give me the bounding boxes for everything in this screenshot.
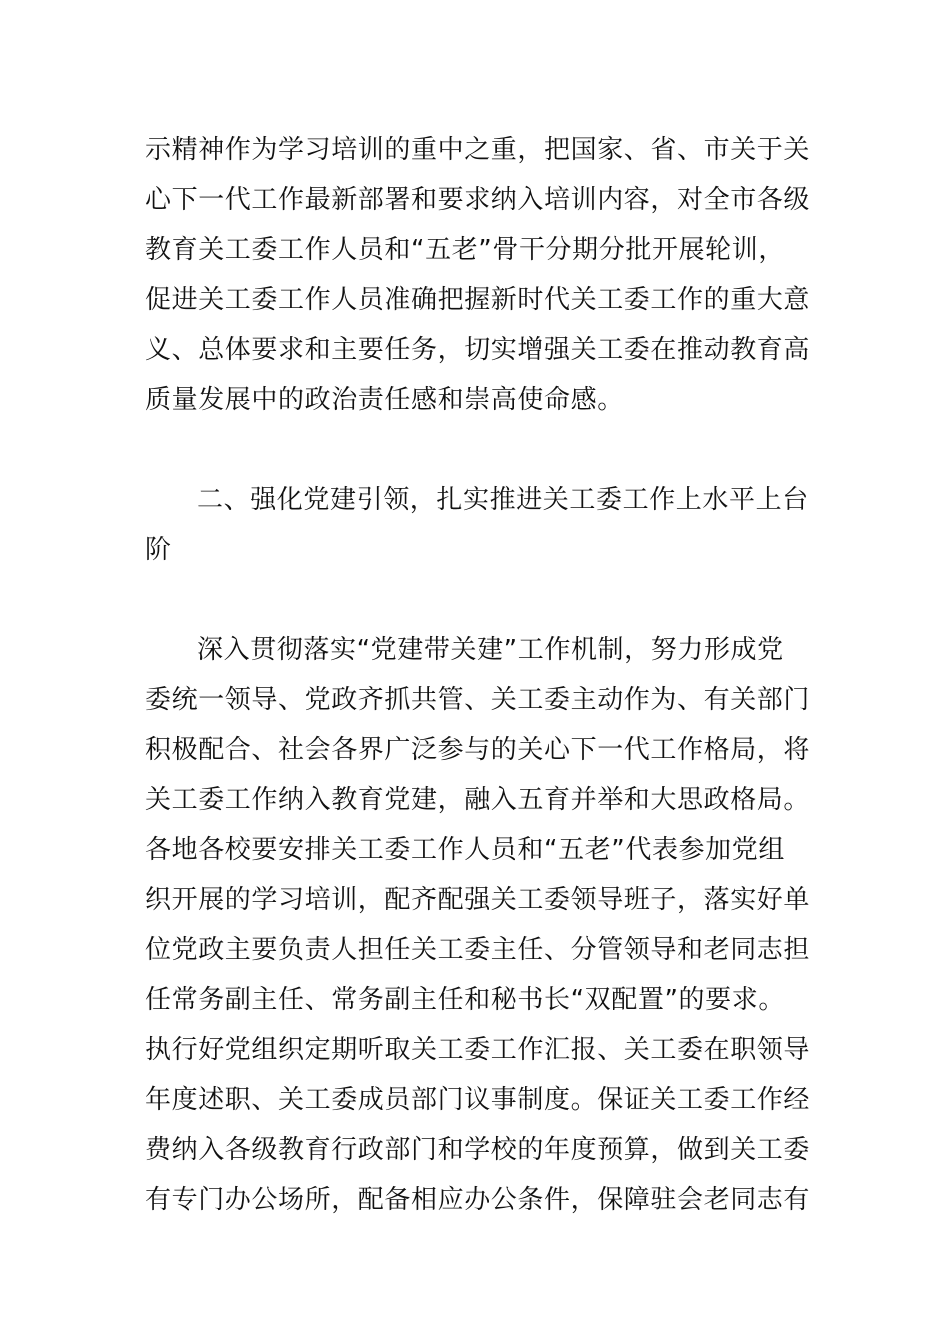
paragraph-1-line-4: 促进关工委工作人员准确把握新时代关工委工作的重大意 [145,285,811,315]
paragraph-2-line-1: 深入贯彻落实“党建带关建”工作机制，努力形成党 [197,635,784,665]
paragraph-2-line-4: 关工委工作纳入教育党建，融入五育并举和大思政格局。 [145,785,811,815]
paragraph-2-line-6: 织开展的学习培训，配齐配强关工委领导班子，落实好单 [145,885,811,915]
paragraph-2-line-3: 积极配合、社会各界广泛参与的关心下一代工作格局，将 [145,735,811,765]
paragraph-1-line-1: 示精神作为学习培训的重中之重，把国家、省、市关于关 [145,135,811,165]
section-heading-line-2: 阶 [145,535,172,565]
paragraph-1-line-3: 教育关工委工作人员和“五老”骨干分期分批开展轮训， [145,235,785,265]
paragraph-2-line-12: 有专门办公场所，配备相应办公条件，保障驻会老同志有 [145,1185,811,1215]
paragraph-2-line-2: 委统一领导、党政齐抓共管、关工委主动作为、有关部门 [145,685,811,715]
paragraph-1-line-6: 质量发展中的政治责任感和崇高使命感。 [145,385,624,415]
paragraph-2-line-10: 年度述职、关工委成员部门议事制度。保证关工委工作经 [145,1085,811,1115]
paragraph-1-line-5: 义、总体要求和主要任务，切实增强关工委在推动教育高 [145,335,811,365]
paragraph-2-line-11: 费纳入各级教育行政部门和学校的年度预算，做到关工委 [145,1135,811,1165]
paragraph-2-line-5: 各地各校要安排关工委工作人员和“五老”代表参加党组 [145,835,785,865]
paragraph-1-line-2: 心下一代工作最新部署和要求纳入培训内容，对全市各级 [145,185,811,215]
paragraph-2-line-9: 执行好党组织定期听取关工委工作汇报、关工委在职领导 [145,1035,811,1065]
paragraph-2-line-7: 位党政主要负责人担任关工委主任、分管领导和老同志担 [145,935,811,965]
section-heading-line-1: 二、强化党建引领，扎实推进关工委工作上水平上台 [197,485,809,515]
paragraph-2-line-8: 任常务副主任、常务副主任和秘书长“双配置”的要求。 [145,985,785,1015]
